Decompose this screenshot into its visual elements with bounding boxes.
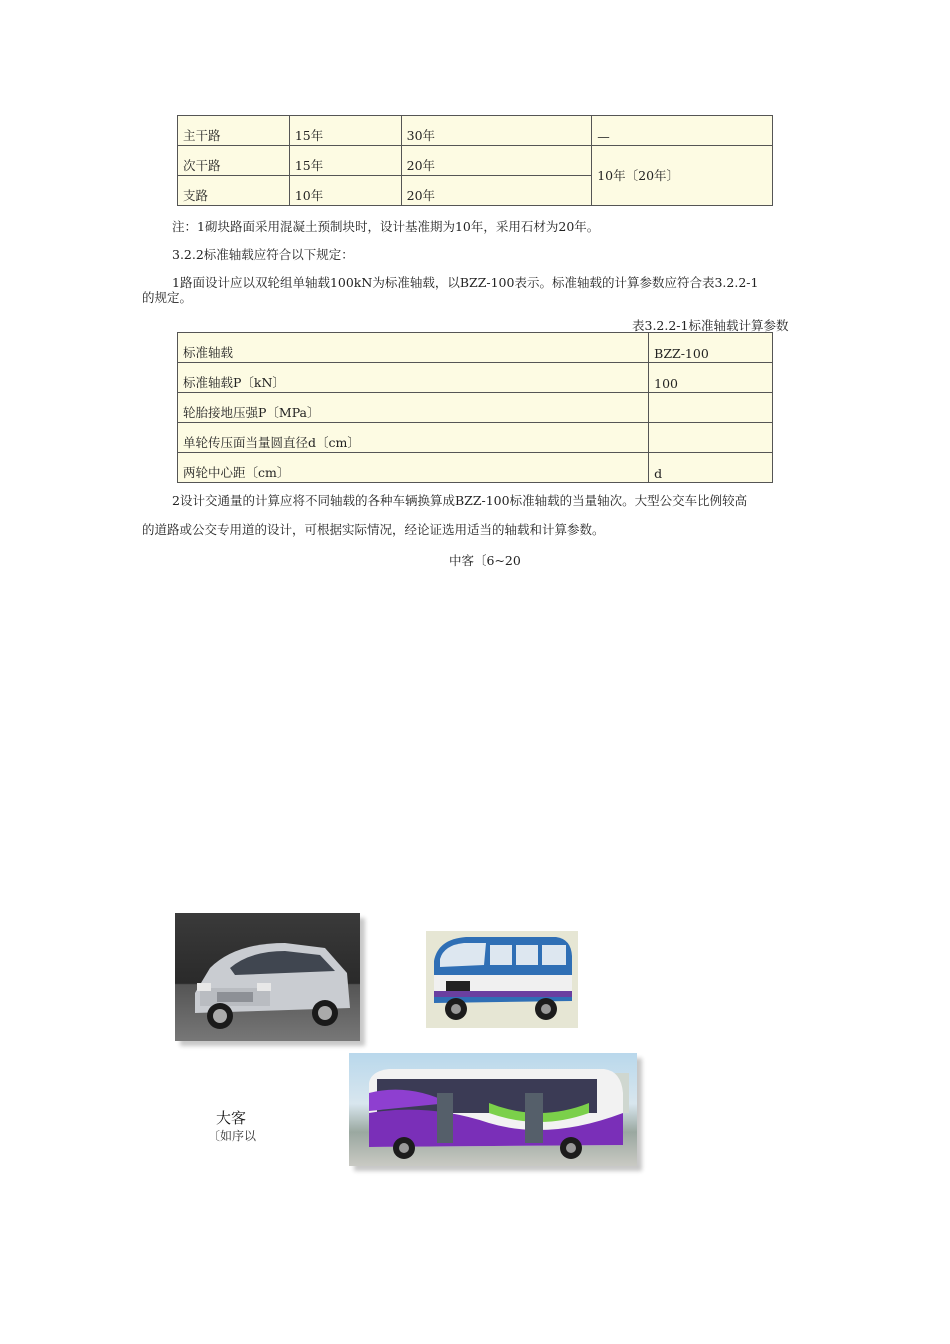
road-class-cell: 主干路 [178,116,290,146]
item2-text-cont: 的道路或公交专用道的设计，可根据实际情况，经论证选用适当的轴载和计算参数。 [142,522,605,537]
value-cell: 100 [649,363,773,393]
value-cell: BZZ-100 [649,333,773,363]
period-cell: — [592,116,773,146]
clipped-heading [449,553,521,568]
item1-text-cont: 的规定。 [142,290,193,305]
period-cell: 20年 [401,176,592,206]
merged-period-cell: 10年〔20年〕 [592,146,773,206]
param-cell: 标准轴载 [178,333,649,363]
clipped-heading-text: 中客〔6~20 [449,553,521,568]
road-class-cell: 支路 [178,176,290,206]
table-row [178,146,773,176]
table-row [178,453,773,483]
sedan-car-photo [175,913,360,1041]
city-bus-photo [349,1053,637,1166]
table-row [178,333,773,363]
clause-heading: 3.2.2标准轴载应符合以下规定： [172,247,354,262]
bus-icon [349,1053,637,1166]
minibus-photo [426,931,578,1028]
table-caption: 表3.2.2-1标准轴载计算参数 [632,318,789,333]
param-cell: 单轮传压面当量圆直径d〔cm〕 [178,423,649,453]
table-note: 注：1砌块路面采用混凝土预制块时，设计基准期为10年，采用石材为20年。 [172,219,600,234]
value-cell [649,393,773,423]
bus-label-sub-clip [208,1127,257,1143]
value-cell: d [649,453,773,483]
item1-text: 1路面设计应以双轮组单轴载100kN为标准轴载，以BZZ-100表示。标准轴载的计算参数应符合表3.2.2-1 [172,275,759,290]
minibus-icon [426,931,578,1028]
period-cell: 10年 [289,176,401,206]
standard-axle-table [177,332,773,483]
bus-label-sub: 〔如序以 [208,1129,257,1143]
period-cell: 15年 [289,116,401,146]
table-row [178,423,773,453]
period-cell: 20年 [401,146,592,176]
bus-label: 大客 [216,1109,247,1127]
table-row [178,363,773,393]
value-cell [649,423,773,453]
param-cell: 标准轴载P〔kN〕 [178,363,649,393]
item2-text: 2设计交通量的计算应将不同轴载的各种车辆换算成BZZ-100标准轴载的当量轴次。大型公交车比例较高 [172,493,748,508]
param-cell: 轮胎接地压强P〔MPa〕 [178,393,649,423]
period-cell: 15年 [289,146,401,176]
road-class-cell: 次干路 [178,146,290,176]
param-cell: 两轮中心距〔cm〕 [178,453,649,483]
design-period-table [177,115,773,206]
period-cell: 30年 [401,116,592,146]
table-row [178,393,773,423]
sedan-car-icon [175,913,360,1041]
table-row [178,116,773,146]
